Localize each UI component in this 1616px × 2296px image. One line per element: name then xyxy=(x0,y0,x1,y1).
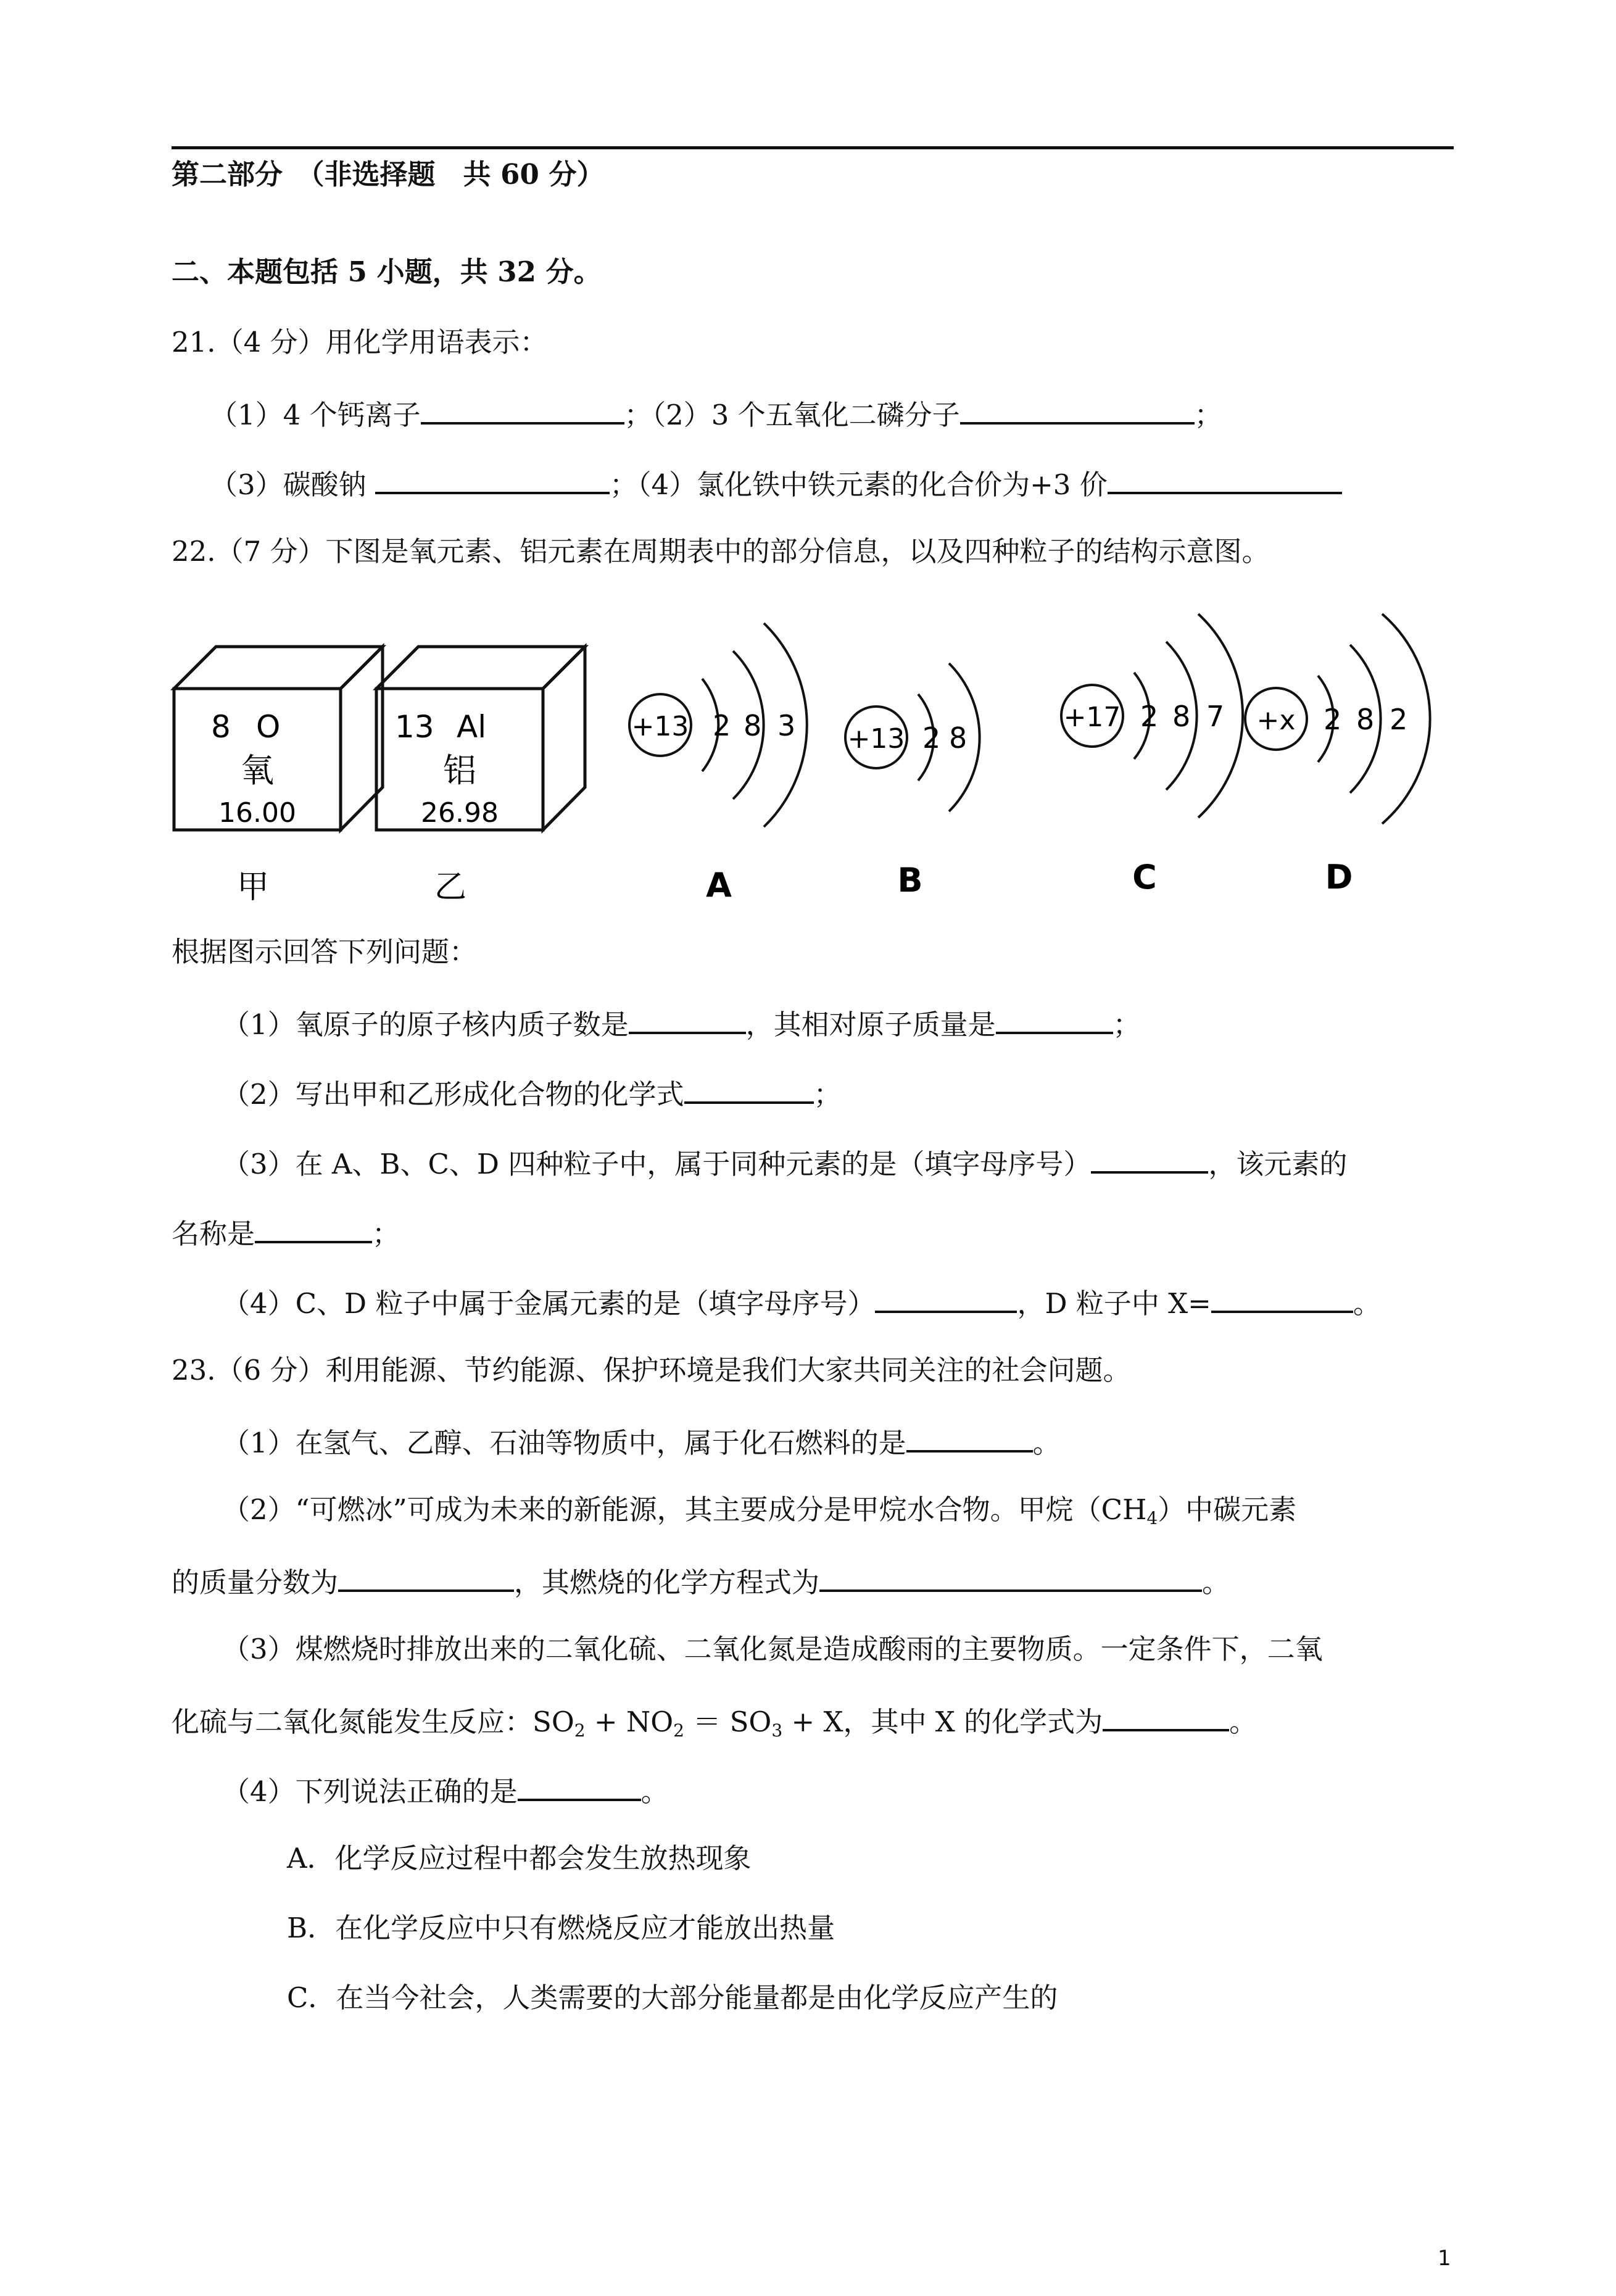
particle-d-shell-3: 2 xyxy=(1390,703,1408,736)
q22-line3 xyxy=(222,1144,1347,1182)
aluminum-name: 铝 xyxy=(443,751,476,790)
q23-l2c: 的质量分数为 xyxy=(172,1566,339,1599)
q23-l3s1: 2 xyxy=(574,1720,586,1741)
particle-a-shell-3: 3 xyxy=(777,709,796,742)
particle-d-charge: +x xyxy=(1256,705,1296,736)
answer-blank xyxy=(629,1005,746,1034)
q21-part2-end: ； xyxy=(1194,399,1222,431)
answer-blank xyxy=(375,465,610,494)
q22-l2b: ； xyxy=(813,1078,842,1111)
q22-line1 xyxy=(222,1005,1141,1042)
q23-option-b: B．在化学反应中只有燃烧反应才能放出热量 xyxy=(287,1912,835,1944)
particle-c-charge: +17 xyxy=(1063,702,1121,733)
q21-stem: 21.（4 分）用化学用语表示： xyxy=(172,326,548,358)
particle-a-label: A xyxy=(706,866,732,905)
particle-c-shell-2: 8 xyxy=(1172,700,1191,733)
q22-l4c: 。 xyxy=(1353,1287,1381,1320)
answer-blank xyxy=(996,1005,1113,1034)
q23-line1 xyxy=(222,1423,1061,1461)
q23-l3d: ＝ SO xyxy=(684,1705,772,1738)
q22-l3c: 名称是 xyxy=(172,1217,255,1250)
q23-l2a: （2）“可燃冰”可成为未来的新能源，其主要成分是甲烷水合物。甲烷（CH xyxy=(222,1493,1147,1526)
card-label-yi: 乙 xyxy=(434,869,467,906)
q22-l3d: ； xyxy=(372,1217,400,1250)
q23-option-c: C．在当今社会，人类需要的大部分能量都是由化学反应产生的 xyxy=(287,1981,1058,2014)
section-title: 二、本题包括 5 小题，共 32 分。 xyxy=(172,255,602,288)
q23-line3: （3）煤燃烧时排放出来的二氧化硫、二氧化氮是造成酸雨的主要物质。一定条件下，二氧 xyxy=(222,1633,1323,1665)
q22-figure xyxy=(167,592,1462,913)
answer-blank xyxy=(421,395,624,425)
top-rule xyxy=(172,146,1454,149)
answer-blank xyxy=(255,1214,372,1243)
answer-blank xyxy=(518,1772,641,1801)
q21-part4: ；（4）氯化铁中铁元素的化合价为+3 价 xyxy=(609,468,1108,501)
aluminum-symbol: Al xyxy=(457,709,487,745)
q23-l3b: 化硫与二氧化氮能发生反应：SO xyxy=(172,1705,574,1738)
aluminum-number: 13 xyxy=(395,709,434,745)
q23-option-a: A．化学反应过程中都会发生放热现象 xyxy=(287,1842,752,1875)
q22-stem: 22.（7 分）下图是氧元素、铝元素在周期表中的部分信息，以及四种粒子的结构示意图。 xyxy=(172,535,1270,568)
answer-blank xyxy=(960,395,1195,425)
q23-l2d: ，其燃烧的化学方程式为 xyxy=(514,1566,820,1599)
particle-d-label: D xyxy=(1325,858,1353,897)
particle-c-shell-1: 2 xyxy=(1140,700,1159,733)
particle-b-shell-1: 2 xyxy=(922,721,941,755)
q23-l2b: ）中碳元素 xyxy=(1158,1493,1297,1526)
particle-b-label: B xyxy=(897,861,923,900)
q23-l3e: + X，其中 X 的化学式为 xyxy=(782,1705,1103,1738)
part-title: 第二部分 （非选择题 共 60 分） xyxy=(172,158,605,191)
particle-b-structure xyxy=(845,663,980,900)
q22-l1b: ，其相对原子质量是 xyxy=(745,1008,996,1041)
q23-stem: 23.（6 分）利用能源、节约能源、保护环境是我们大家共同关注的社会问题。 xyxy=(172,1354,1131,1386)
q23-l3c: + NO xyxy=(585,1705,674,1738)
particle-a-charge: +13 xyxy=(631,711,689,742)
q23-l3f: 。 xyxy=(1229,1705,1258,1738)
q22-l4a: （4）C、D 粒子中属于金属元素的是（填字母序号） xyxy=(222,1287,876,1320)
particle-d-shell-1: 2 xyxy=(1324,703,1342,736)
q23-line3-cont xyxy=(172,1702,1257,1748)
particle-a-structure xyxy=(629,623,807,905)
particle-d-shell-2: 8 xyxy=(1356,703,1375,736)
page-number: 1 xyxy=(1438,2246,1451,2271)
q22-l1a: （1）氧原子的原子核内质子数是 xyxy=(222,1008,629,1041)
q22-l4b: ，D 粒子中 X= xyxy=(1017,1287,1211,1320)
q21-part2: ；（2）3 个五氧化二磷分子 xyxy=(624,399,960,431)
q23-l1b: 。 xyxy=(1032,1427,1061,1459)
oxygen-mass: 16.00 xyxy=(218,797,296,829)
oxygen-number: 8 xyxy=(211,709,231,745)
particle-b-charge: +13 xyxy=(847,723,905,755)
q21-part1: （1）4 个钙离子 xyxy=(210,399,421,431)
answer-blank xyxy=(1103,1702,1229,1731)
q21-part3: （3）碳酸钠 xyxy=(210,468,375,501)
aluminum-mass: 26.98 xyxy=(421,797,499,829)
q21-line1 xyxy=(210,395,1222,433)
particle-c-structure xyxy=(1061,614,1243,897)
q23-l4a: （4）下列说法正确的是 xyxy=(222,1775,518,1808)
q22-l2a: （2）写出甲和乙形成化合物的化学式 xyxy=(222,1078,684,1111)
q22-l1c: ； xyxy=(1113,1008,1141,1041)
card-label-jia: 甲 xyxy=(236,869,270,906)
q23-l1a: （1）在氢气、乙醇、石油等物质中，属于化石燃料的是 xyxy=(222,1427,906,1459)
q22-intro: 根据图示回答下列问题： xyxy=(172,935,478,968)
particle-b-shell-2: 8 xyxy=(949,721,968,755)
q23-line2-cont xyxy=(172,1562,1230,1600)
q23-l4b: 。 xyxy=(640,1775,669,1808)
particle-a-shell-2: 8 xyxy=(744,709,762,742)
q22-line4 xyxy=(222,1283,1381,1321)
q22-line2 xyxy=(222,1074,842,1112)
q23-l2sub: 4 xyxy=(1146,1508,1158,1528)
q23-line2 xyxy=(222,1493,1296,1536)
answer-blank xyxy=(906,1423,1033,1453)
answer-blank xyxy=(338,1562,514,1592)
q23-l3s3: 3 xyxy=(771,1720,783,1741)
answer-blank xyxy=(1091,1144,1208,1174)
answer-blank xyxy=(1108,465,1342,494)
particle-c-label: C xyxy=(1132,858,1157,897)
q21-line2 xyxy=(210,465,1342,502)
answer-blank xyxy=(875,1283,1017,1313)
q22-line3-cont xyxy=(172,1214,400,1251)
particle-a-shell-1: 2 xyxy=(713,709,731,742)
q23-line4 xyxy=(222,1772,669,1809)
answer-blank xyxy=(1211,1283,1353,1313)
q23-l3s2: 2 xyxy=(673,1720,684,1741)
particle-d-structure xyxy=(1245,614,1430,897)
answer-blank xyxy=(684,1074,814,1104)
answer-blank xyxy=(819,1562,1202,1592)
particle-c-shell-3: 7 xyxy=(1206,700,1225,733)
oxygen-symbol: O xyxy=(256,709,281,745)
q22-l3b: ，该元素的 xyxy=(1208,1148,1348,1180)
q22-l3a: （3）在 A、B、C、D 四种粒子中，属于同种元素的是（填字母序号） xyxy=(222,1148,1092,1180)
oxygen-name: 氧 xyxy=(241,751,274,790)
q23-l2e: 。 xyxy=(1202,1566,1230,1599)
